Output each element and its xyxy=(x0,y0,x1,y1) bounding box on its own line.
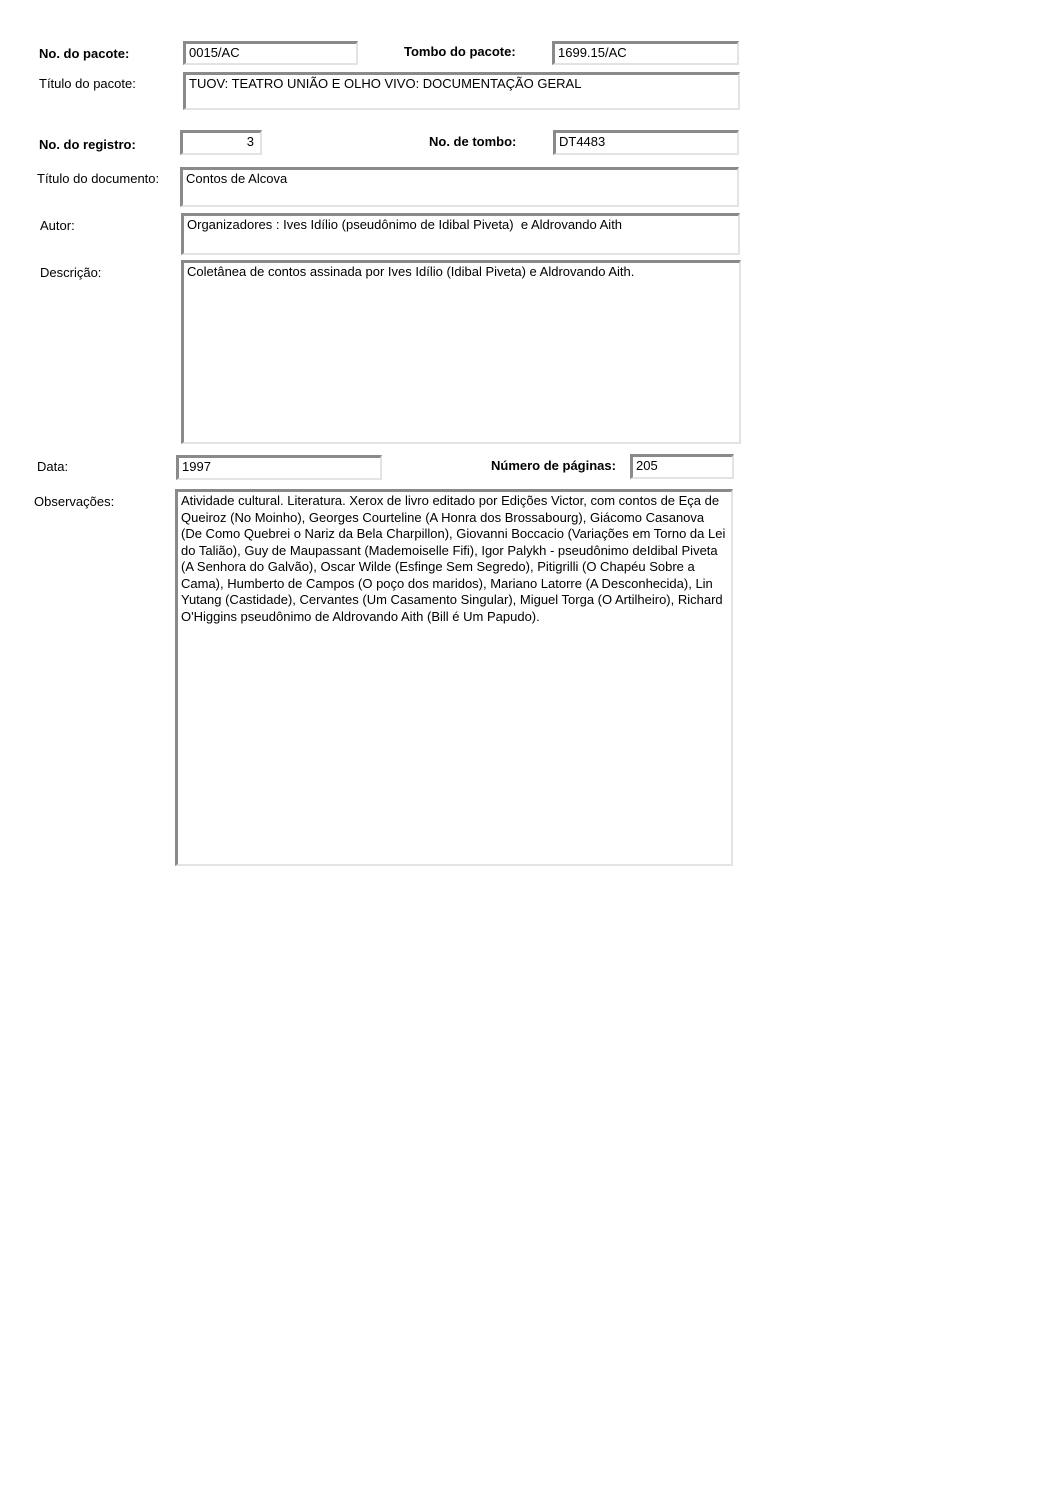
observations-value: Atividade cultural. Literatura. Xerox de livro editado por Edições Victor, com contos de Eça de Queiroz (No Moinho), Georges Courteline (A Honra dos Brossabourg), Giácomo Casanova (De Como Quebrei o Nariz da Bela Charpillon), Giovanni Boccacio (Variações em Torno da Lei do Talião), Guy de Maupassant (Mademoiselle Fifi), Igor Palykh - pseudônimo deIdibal Piveta (A Senhora do Galvão), Oscar Wilde (Esfinge Sem Segredo), Pitigrilli (O Chapéu Sobre a Cama), Humberto de Campos (O poço dos maridos), Mariano Latorre (A Desconhecida), Lin Yutang (Castidade), Cervantes (Um Casamento Singular), Miguel Torga (O Artilheiro), Richard O'Higgins pseudônimo de Aldrovando Aith (Bill é Um Papudo). xyxy=(181,493,726,624)
author-value: Organizadores : Ives Idílio (pseudônimo de Idibal Piveta) e Aldrovando Aith xyxy=(187,217,623,232)
observations-field[interactable] xyxy=(175,489,733,866)
package-title-field[interactable] xyxy=(183,72,740,110)
record-number-label: No. do registro: xyxy=(39,137,136,152)
author-field[interactable] xyxy=(181,213,740,255)
document-title-field[interactable] xyxy=(180,167,739,207)
record-number-field[interactable] xyxy=(180,130,262,155)
author-label: Autor: xyxy=(40,218,75,233)
description-label: Descrição: xyxy=(40,265,102,280)
package-title-value: TUOV: TEATRO UNIÃO E OLHO VIVO: DOCUMENTAÇÃO GERAL xyxy=(189,76,582,91)
date-label: Data: xyxy=(37,459,69,474)
page-count-value: 205 xyxy=(636,458,658,473)
package-number-field[interactable] xyxy=(183,41,358,65)
tombo-number-field[interactable] xyxy=(553,130,739,155)
date-value: 1997 xyxy=(182,459,211,474)
package-tombo-value: 1699.15/AC xyxy=(558,45,627,60)
tombo-number-value: DT4483 xyxy=(559,134,606,149)
page-count-field[interactable] xyxy=(630,454,734,479)
document-title-label: Título do documento: xyxy=(37,171,160,186)
package-tombo-field[interactable] xyxy=(552,41,739,65)
date-field[interactable] xyxy=(176,455,382,480)
observations-label: Observações: xyxy=(34,494,115,509)
page-count-label: Número de páginas: xyxy=(491,458,616,473)
description-field[interactable] xyxy=(181,260,741,444)
package-title-label: Título do pacote: xyxy=(39,76,136,91)
package-tombo-label: Tombo do pacote: xyxy=(404,44,516,59)
document-title-value: Contos de Alcova xyxy=(186,171,288,186)
record-number-value: 3 xyxy=(246,134,254,149)
description-value: Coletânea de contos assinada por Ives Idílio (Idibal Piveta) e Aldrovando Aith. xyxy=(187,264,635,279)
tombo-number-label: No. de tombo: xyxy=(429,134,517,149)
package-number-label: No. do pacote: xyxy=(39,46,130,61)
package-number-value: 0015/AC xyxy=(189,45,240,60)
